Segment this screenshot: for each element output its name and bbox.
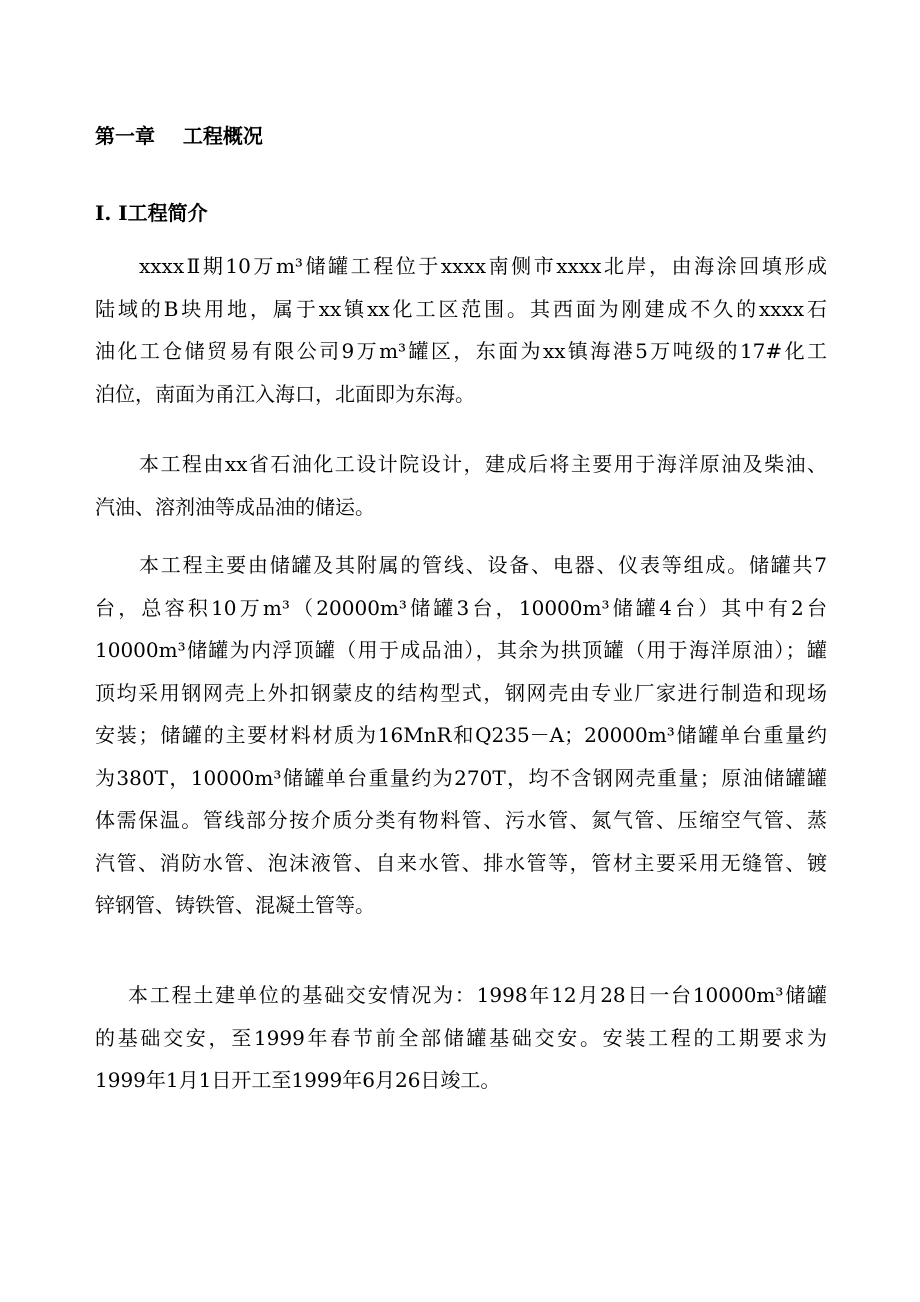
paragraph-line: 汽油、溶剂油等成品油的储运。 (95, 494, 375, 519)
paragraph-schedule (95, 974, 827, 1102)
paragraph-location (95, 245, 827, 415)
paragraph-line: 本工程由xx省石油化工设计院设计，建成后将主要用于海洋原油及柴油、 (139, 452, 827, 476)
paragraph-line: 1999年1月1日开工至1999年6月26日竣工。 (95, 1068, 501, 1092)
section-title: I. I工程简介 (95, 201, 208, 225)
paragraph-line: xxxxⅡ期10万m³储罐工程位于xxxx南侧市xxxx北岸，由海涂回填形成 (139, 254, 827, 278)
paragraph-line: 本工程土建单位的基础交安情况为：1998年12月28日一台10000m³储罐 (128, 983, 827, 1007)
paragraph-design (95, 443, 827, 528)
paragraph-line: 安装；储罐的主要材料材质为16MnR和Q235－A；20000m³储罐单台重量约 (95, 723, 827, 747)
paragraph-line: 本工程主要由储罐及其附属的管线、设备、电器、仪表等组成。储罐共7 (139, 553, 827, 577)
paragraph-composition (95, 544, 827, 927)
paragraph-line: 10000m³储罐为内浮顶罐（用于成品油），其余为拱顶罐（用于海洋原油）；罐 (95, 638, 827, 662)
paragraph-line: 为380T，10000m³储罐单台重量约为270T，均不含钢网壳重量；原油储罐罐 (95, 765, 827, 790)
paragraph-line: 体需保温。管线部分按介质分类有物料管、污水管、氮气管、压缩空气管、蒸 (95, 808, 827, 832)
paragraph-line: 油化工仓储贸易有限公司9万m³罐区，东面为xx镇海港5万吨级的17#化工 (95, 339, 827, 363)
paragraph-line: 陆域的B块用地，属于xx镇xx化工区范围。其西面为刚建成不久的xxxx石 (95, 296, 827, 321)
paragraph-line: 汽管、消防水管、泡沫液管、自来水管、排水管等，管材主要采用无缝管、镀 (95, 850, 827, 875)
paragraph-line: 的基础交安，至1999年春节前全部储罐基础交安。安装工程的工期要求为 (95, 1025, 827, 1050)
paragraph-line: 泊位，南面为甬江入海口，北面即为东海。 (95, 381, 475, 406)
paragraph-line: 台，总容积10万m³（20000m³储罐3台，10000m³储罐4台）其中有2台 (95, 595, 827, 620)
chapter-title: 第一章 工程概况 (95, 124, 263, 148)
paragraph-line: 顶均采用钢网壳上外扣钢蒙皮的结构型式，钢网壳由专业厂家进行制造和现场 (95, 680, 827, 705)
paragraph-line: 锌钢管、铸铁管、混凝土管等。 (95, 893, 375, 917)
